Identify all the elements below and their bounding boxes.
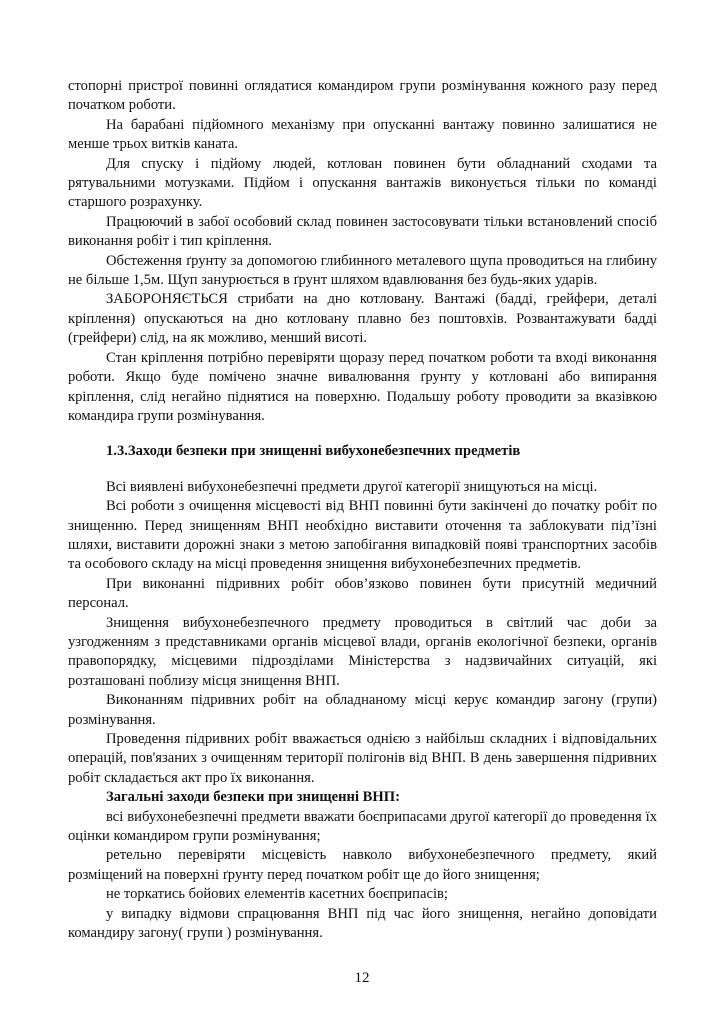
paragraph: На барабані підйомного механізму при опусканні вантажу повинно залишатися не менше трьох витків каната. <box>68 116 657 153</box>
paragraph: Стан кріплення потрібно перевіряти щоразу перед початком роботи та вході виконання роботи. Якщо буде помічено значне вивалювання ґрунту у котловані або випирання кріплення, слід негайно піднятися на поверхню. Подальшу роботу проводити за вказівкою командира групи розмінування. <box>68 349 657 424</box>
list-item: не торкатись бойових елементів касетних боєприпасів; <box>106 886 448 903</box>
body-text <box>68 77 657 943</box>
paragraph: Виконанням підривних робіт на обладнаному місці керує командир загону (групи) розмінування. <box>68 692 657 728</box>
paragraph: Знищення вибухонебезпечного предмету проводиться в світлий час доби за узгодженням з представниками органів місцевої влади, органів екологічної безпеки, органів правопорядку, місцевими підрозділами Міністерства з надзвичайних ситуацій, які розташовані поблизу місця знищення ВНП. <box>68 614 657 689</box>
paragraph: Для спуску і підйому людей, котлован повинен бути обладнаний сходами та рятувальними мотузками. Підйом і опускання вантажів виконується тільки по команді старшого розрахунку. <box>68 155 657 211</box>
paragraph: Всі роботи з очищення місцевості від ВНП повинні бути закінчені до початку робіт по знищенню. Перед знищенням ВНП необхідно виставити оточення та заблокувати під’їзні шляхи, виставити дорожні знаки з метою запобігання випадковій появі транспортних засобів та особового складу на місці проведення знищення вибухонебезпечних предметів. <box>68 498 657 573</box>
list-item: всі вибухонебезпечні предмети вважати боєприпасами другої категорії до проведення їх оцінки командиром групи розмінування; <box>68 808 657 845</box>
list-item: ретельно перевіряти місцевість навколо вибухонебезпечного предмету, який розміщений на поверхні ґрунту перед початком робіт ще до його знищення; <box>68 847 657 883</box>
paragraph: Обстеження ґрунту за допомогою глибинного металевого щупа проводиться на глибину не більше 1,5м. Щуп занурюється в ґрунт шляхом вдавлювання без будь-яких ударів. <box>68 252 657 289</box>
paragraph: Проведення підривних робіт вважається однією з найбільш складних і відповідальних операцій, пов'язаних з очищенням території полігонів від ВНП. В день завершення підривних робіт складається акт про їх виконання. <box>68 731 657 786</box>
paragraph: При виконанні підривних робіт обов’язково повинен бути присутній медичний персонал. <box>68 575 657 612</box>
paragraph: Працюючий в забої особовий склад повинен застосовувати тільки встановлений спосіб виконання робіт і тип кріплення. <box>68 213 657 250</box>
list-item: у випадку відмови спрацювання ВНП під час його знищення, негайно доповідати командиру загону( групи ) розмінування. <box>68 905 657 942</box>
subheading: Загальні заходи безпеки при знищенні ВНП: <box>106 789 400 806</box>
page-number: 12 <box>354 970 370 986</box>
section-heading: 1.3.Заходи безпеки при знищенні вибухонебезпечних предметів <box>106 443 521 460</box>
paragraph: ЗАБОРОНЯЄТЬСЯ стрибати на дно котловану. Вантажі (бадді, грейфери, деталі кріплення) опускаються на дно котловану плавно без поштовхів. Розвантажувати бадді (грейфери) слід, на як можливо, менший висоті. <box>68 291 657 347</box>
paragraph: Всі виявлені вибухонебезпечні предмети другої категорії знищуються на місці. <box>106 478 598 495</box>
paragraph: стопорні пристрої повинні оглядатися командиром групи розмінування кожного разу перед початком роботи. <box>68 78 657 114</box>
